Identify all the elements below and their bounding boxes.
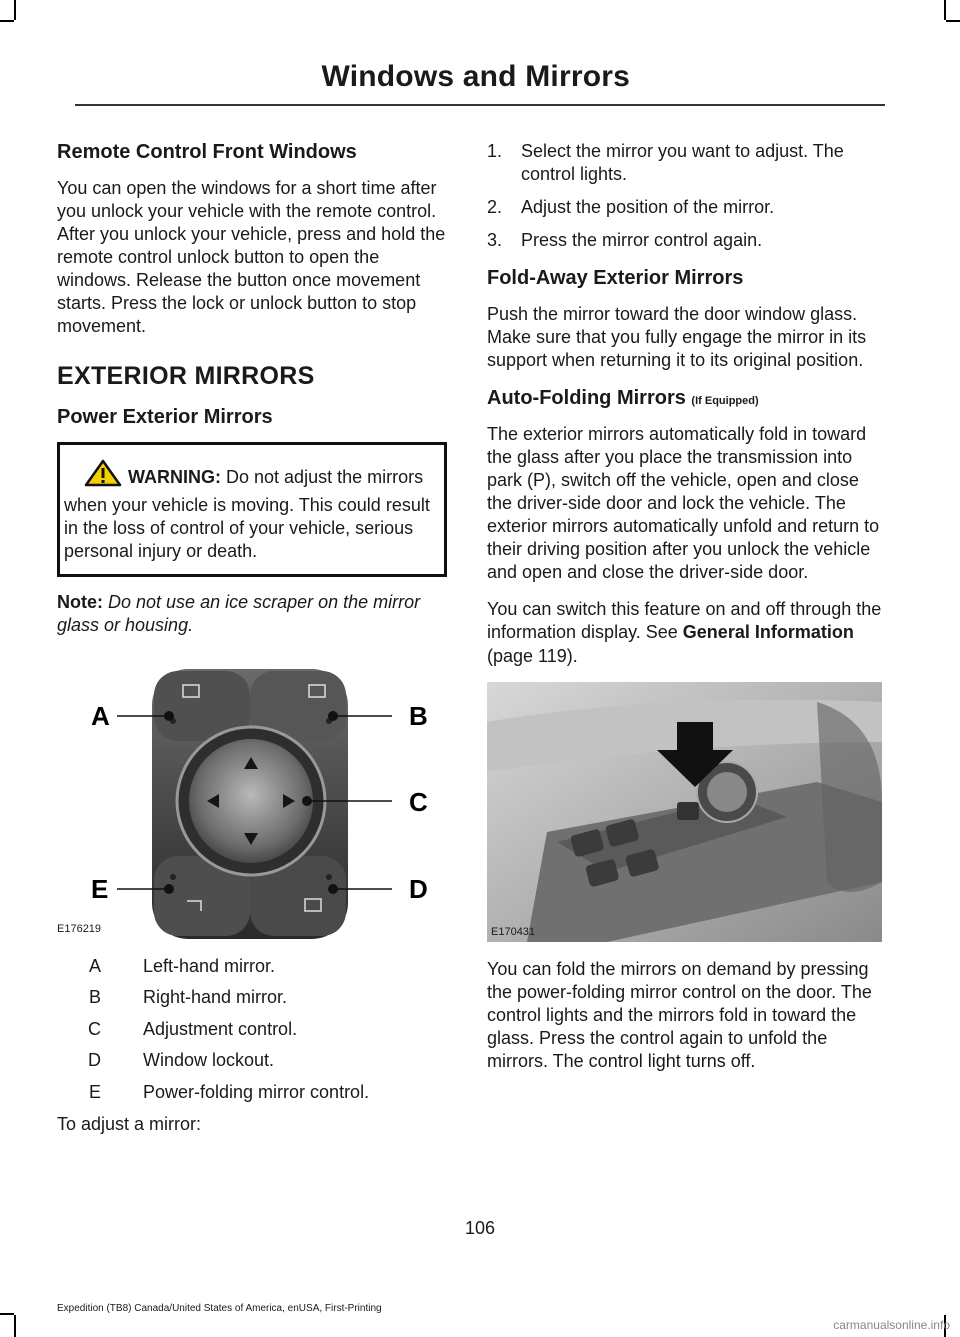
step-text: Adjust the position of the mirror. (521, 197, 775, 218)
legend (57, 955, 447, 1104)
legend-row (57, 1018, 447, 1041)
step-text: Press the mirror control again. (521, 230, 763, 251)
step-number: 3. (487, 230, 503, 251)
legend-row (57, 1049, 447, 1072)
switch-paragraph (487, 598, 882, 667)
remote-windows-body: You can open the windows for a short time after you unlock your vehicle with the remote control. After you unlock your vehicle, press and hold the remote control unlock button to open the windows. Release the button once movement starts. Press the lock or unlock button to stop movement. (57, 178, 446, 337)
right-column (487, 140, 882, 1087)
callout-b: B (409, 700, 428, 731)
remote-windows-heading: Remote Control Front Windows (57, 141, 357, 163)
step-item (487, 140, 882, 186)
legend-text: Adjustment control. (143, 1018, 298, 1039)
step-item (487, 229, 882, 252)
legend-row (57, 955, 447, 978)
exterior-mirrors-heading: EXTERIOR MIRRORS (57, 362, 315, 391)
footer-text: Expedition (TB8) Canada/United States of America, enUSA, First-Printing (57, 1303, 382, 1314)
step-number: 2. (487, 197, 503, 218)
crop-mark (14, 0, 16, 20)
figure-code: E176219 (57, 922, 102, 935)
legend-text: Window lockout. (143, 1050, 275, 1071)
if-equipped-tag: (If Equipped) (691, 395, 759, 408)
legend-text: Right-hand mirror. (143, 987, 288, 1008)
crop-mark (0, 1313, 14, 1315)
warning-text: Do not adjust the mirrors when your vehicle is moving. This could result in the loss of control of your vehicle, serious personal injury or death. (64, 467, 430, 562)
page-reference: (page 119). (487, 645, 578, 666)
warning-box (57, 442, 447, 577)
legend-key: D (88, 1050, 101, 1071)
mirror-control-figure (57, 651, 447, 941)
callout-a: A (91, 700, 110, 731)
adjust-steps (487, 140, 882, 252)
legend-row (57, 986, 447, 1009)
auto-folding-heading (487, 386, 882, 411)
page-title: Windows and Mirrors (321, 60, 630, 93)
watermark: carmanualsonline.info (833, 1318, 950, 1332)
general-information-link[interactable]: General Information (682, 622, 854, 643)
note (57, 591, 447, 637)
note-text: Do not use an ice scraper on the mirror glass or housing. (57, 591, 421, 635)
door-control-photo (487, 682, 882, 942)
callout-e: E (91, 873, 109, 904)
figure-code: E170431 (491, 925, 536, 938)
fold-away-body: Push the mirror toward the door window glass. Make sure that you fully engage the mirror in its support when returning it to its original position. (487, 304, 867, 371)
callout-d: D (409, 873, 428, 904)
crop-mark (0, 20, 14, 22)
fold-away-heading: Fold-Away Exterior Mirrors (487, 267, 744, 290)
legend-key: C (88, 1018, 101, 1039)
crop-mark (946, 20, 960, 22)
crop-mark (14, 1315, 16, 1337)
switch-text: You can switch this feature on and off through the information display. See (487, 599, 882, 643)
mirror-control-illustration (57, 651, 447, 941)
header-rule (75, 104, 885, 106)
step-number: 1. (487, 141, 503, 161)
legend-key: A (88, 955, 101, 976)
auto-folding-body: The exterior mirrors automatically fold in toward the glass after you place the transmission into park (P), switch off the vehicle, open and close the driver-side door and lock the vehicle. The exterior mirrors automatically unfold and return to their driving position after you unlock the vehicle and open and close the driver-side door. (487, 424, 880, 583)
legend-text: Left-hand mirror. (143, 955, 276, 976)
warning-label: WARNING: (128, 467, 221, 488)
crop-mark (944, 0, 946, 20)
step-text: Select the mirror you want to adjust. The control lights. (521, 141, 844, 185)
legend-row (57, 1081, 447, 1104)
legend-text: Power-folding mirror control. (143, 1081, 370, 1102)
left-column (57, 140, 447, 1150)
adjust-intro: To adjust a mirror: (57, 1114, 202, 1135)
legend-key: E (88, 1081, 101, 1102)
callout-c: C (409, 786, 428, 817)
legend-key: B (88, 987, 101, 1008)
power-mirrors-heading: Power Exterior Mirrors (57, 406, 273, 429)
fold-on-demand-body: You can fold the mirrors on demand by pressing the power-folding mirror control on the door. The control lights and the mirrors fold in toward the glass. Press the control again to unfold the mirrors. The control light turns off. (487, 958, 872, 1071)
auto-folding-title: Auto-Folding Mirrors (487, 387, 686, 410)
step-item (487, 196, 882, 219)
page-number: 106 (464, 1218, 496, 1238)
note-label: Note: (57, 591, 103, 612)
warning-icon (84, 459, 122, 493)
door-control-figure (487, 682, 882, 942)
